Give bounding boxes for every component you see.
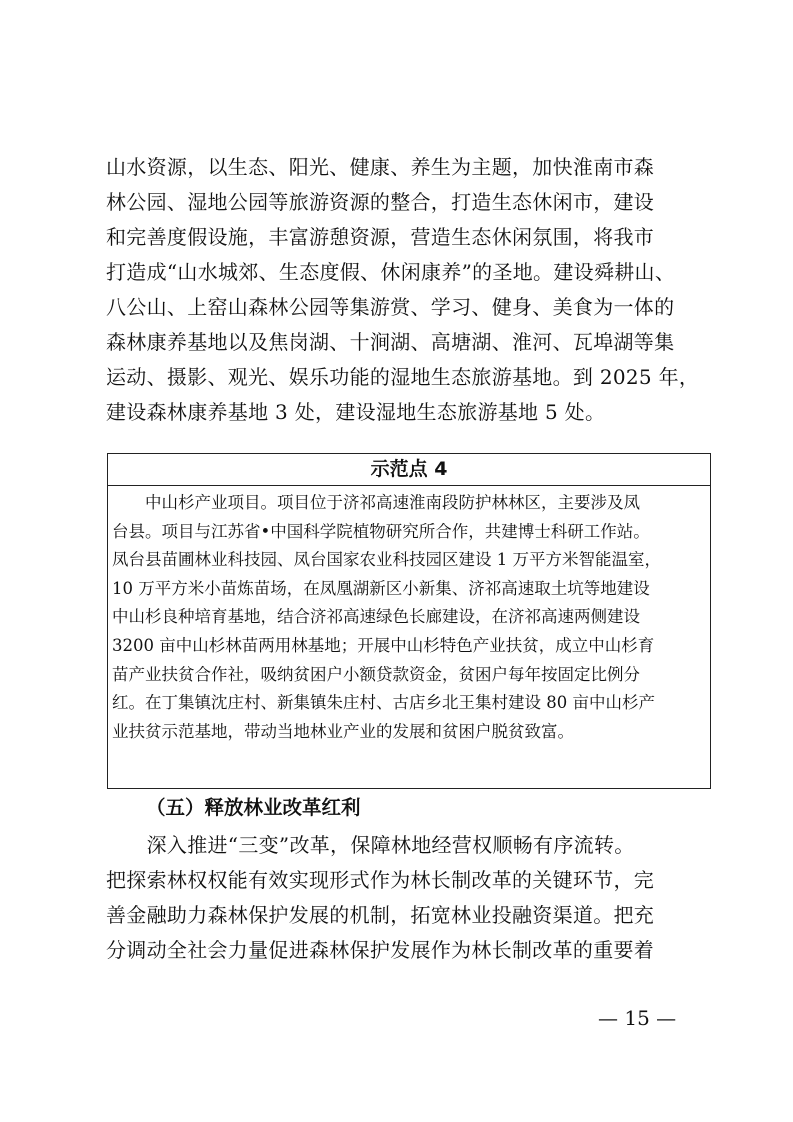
section-heading: （五）释放林业改革红利 <box>146 796 361 819</box>
text-line: 运动、摄影、观光、娱乐功能的湿地生态旅游基地。到 2025 年， <box>106 365 700 389</box>
box-body <box>108 486 710 746</box>
text-line: 善金融助力森林保护发展的机制，拓宽林业投融资渠道。把充 <box>106 903 655 927</box>
text-line: 深入推进“三变”改革，保障林地经营权顺畅有序流转。 <box>106 833 635 857</box>
text-line: 建设森林康养基地 3 处，建设湿地生态旅游基地 5 处。 <box>106 400 606 424</box>
page-number: — 15 — <box>598 1006 677 1030</box>
text-line: 分调动全社会力量促进森林保护发展作为林长制改革的重要着 <box>106 938 655 962</box>
box-text-line: 红。在丁集镇沈庄村、新集镇朱庄村、古店乡北王集村建设 80 亩中山杉产 <box>112 693 655 713</box>
text-line: 把探索林权权能有效实现形式作为林长制改革的关键环节，完 <box>106 868 655 892</box>
text-line: 林公园、湿地公园等旅游资源的整合，打造生态休闲市，建设 <box>106 190 655 214</box>
box-text-line: 凤台县苗圃林业科技园、凤台国家农业科技园区建设 1 万平方米智能温室， <box>112 550 661 570</box>
box-text-line: 3200 亩中山杉林苗两用林基地；开展中山杉特色产业扶贫，成立中山杉育 <box>112 635 655 655</box>
box-text-line: 10 万平方米小苗炼苗场，在凤凰湖新区小新集、济祁高速取土坑等地建设 <box>112 578 650 598</box>
text-line: 打造成“山水城郊、生态度假、休闲康养”的圣地。建设舜耕山、 <box>106 260 676 284</box>
text-line: 八公山、上窑山森林公园等集游赏、学习、健身、美食为一体的 <box>106 295 675 319</box>
text-line: 森林康养基地以及焦岗湖、十涧湖、高塘湖、淮河、瓦埠湖等集 <box>106 330 675 354</box>
box-text-line: 中山杉产业项目。项目位于济祁高速淮南段防护林林区，主要涉及凤 <box>112 493 640 512</box>
box-title: 示范点 4 <box>108 454 710 486</box>
text-line: 和完善度假设施，丰富游憩资源，营造生态休闲氛围，将我市 <box>106 225 655 249</box>
box-text-line: 业扶贫示范基地，带动当地林业产业的发展和贫困户脱贫致富。 <box>112 721 574 741</box>
demonstration-box <box>107 453 711 789</box>
body-paragraph-bottom <box>106 828 696 968</box>
box-text-line: 苗产业扶贫合作社，吸纳贫困户小额贷款资金，贫困户每年按固定比例分 <box>112 664 640 684</box>
box-text-line: 中山杉良种培育基地，结合济祁高速绿色长廊建设，在济祁高速两侧建设 <box>112 607 640 627</box>
body-paragraph-top <box>106 150 700 430</box>
text-line: 山水资源，以生态、阳光、健康、养生为主题，加快淮南市森 <box>106 155 655 179</box>
box-text-line: 台县。项目与江苏省•中国科学院植物研究所合作，共建博士科研工作站。 <box>112 521 650 541</box>
